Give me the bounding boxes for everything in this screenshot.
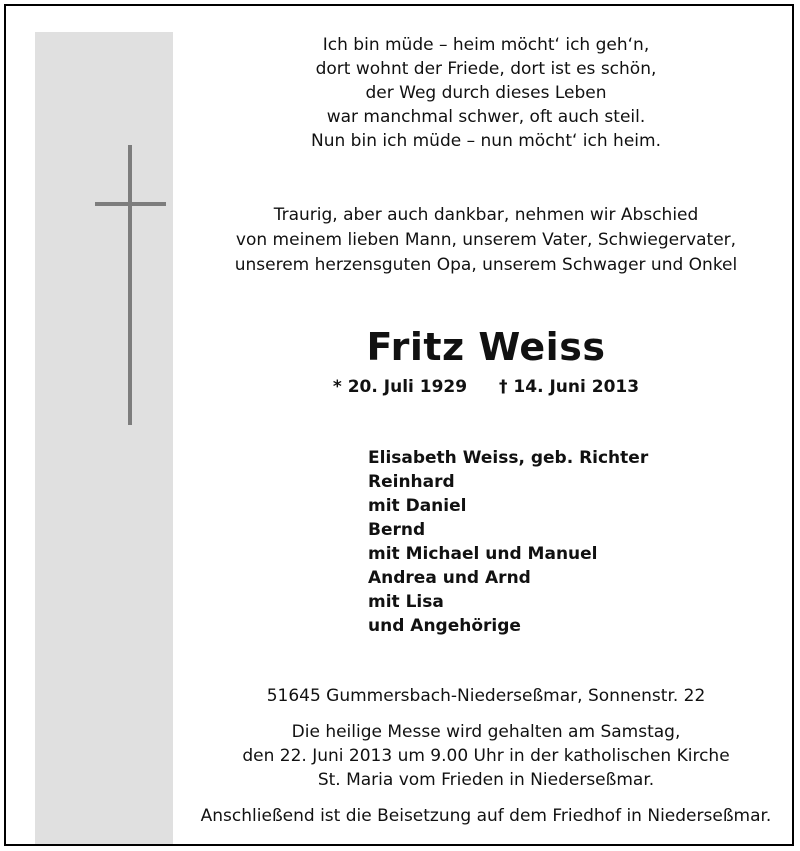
family-member: Bernd — [368, 520, 426, 540]
service-line: den 22. Juni 2013 um 9.00 Uhr in der katholischen Kirche — [242, 746, 730, 766]
family-list — [368, 446, 648, 638]
family-address: 51645 Gummersbach-Niederseßmar, Sonnenstr. 22 — [266, 686, 706, 706]
poem-line: Ich bin müde – heim möcht‘ ich geh‘n, — [322, 35, 650, 55]
poem — [181, 33, 791, 153]
deceased-name: Fritz Weiss — [366, 325, 606, 369]
farewell-intro — [181, 203, 791, 278]
death-date: † 14. Juni 2013 — [499, 377, 640, 397]
poem-line: Nun bin ich müde – nun möcht‘ ich heim. — [311, 131, 661, 151]
side-panel — [35, 32, 173, 844]
poem-line: dort wohnt der Friede, dort ist es schön, — [315, 59, 657, 79]
cross-icon — [128, 145, 132, 425]
birth-date: * 20. Juli 1929 — [332, 377, 468, 397]
service-line: Die heilige Messe wird gehalten am Samstag, — [291, 722, 681, 742]
family-member: mit Daniel — [368, 496, 467, 516]
life-dates — [181, 375, 791, 399]
poem-line: war manchmal schwer, oft auch steil. — [326, 107, 646, 127]
family-member: Andrea und Arnd — [368, 568, 531, 588]
intro-line: von meinem lieben Mann, unserem Vater, Schwiegervater, — [235, 230, 737, 250]
family-member: und Angehörige — [368, 616, 521, 636]
obituary-frame — [4, 4, 794, 846]
service-info — [181, 720, 791, 792]
burial-info: Anschließend ist die Beisetzung auf dem Friedhof in Niederseßmar. — [200, 806, 772, 826]
obituary-content — [181, 6, 791, 846]
family-member: Reinhard — [368, 472, 455, 492]
intro-line: Traurig, aber auch dankbar, nehmen wir Abschied — [273, 205, 699, 225]
family-member: mit Michael und Manuel — [368, 544, 598, 564]
service-line: St. Maria vom Frieden in Niederseßmar. — [317, 770, 655, 790]
family-member: Elisabeth Weiss, geb. Richter — [368, 448, 649, 468]
intro-line: unserem herzensguten Opa, unserem Schwager und Onkel — [234, 255, 738, 275]
family-member: mit Lisa — [368, 592, 444, 612]
poem-line: der Weg durch dieses Leben — [365, 83, 607, 103]
cross-icon-crossbar — [95, 202, 166, 206]
